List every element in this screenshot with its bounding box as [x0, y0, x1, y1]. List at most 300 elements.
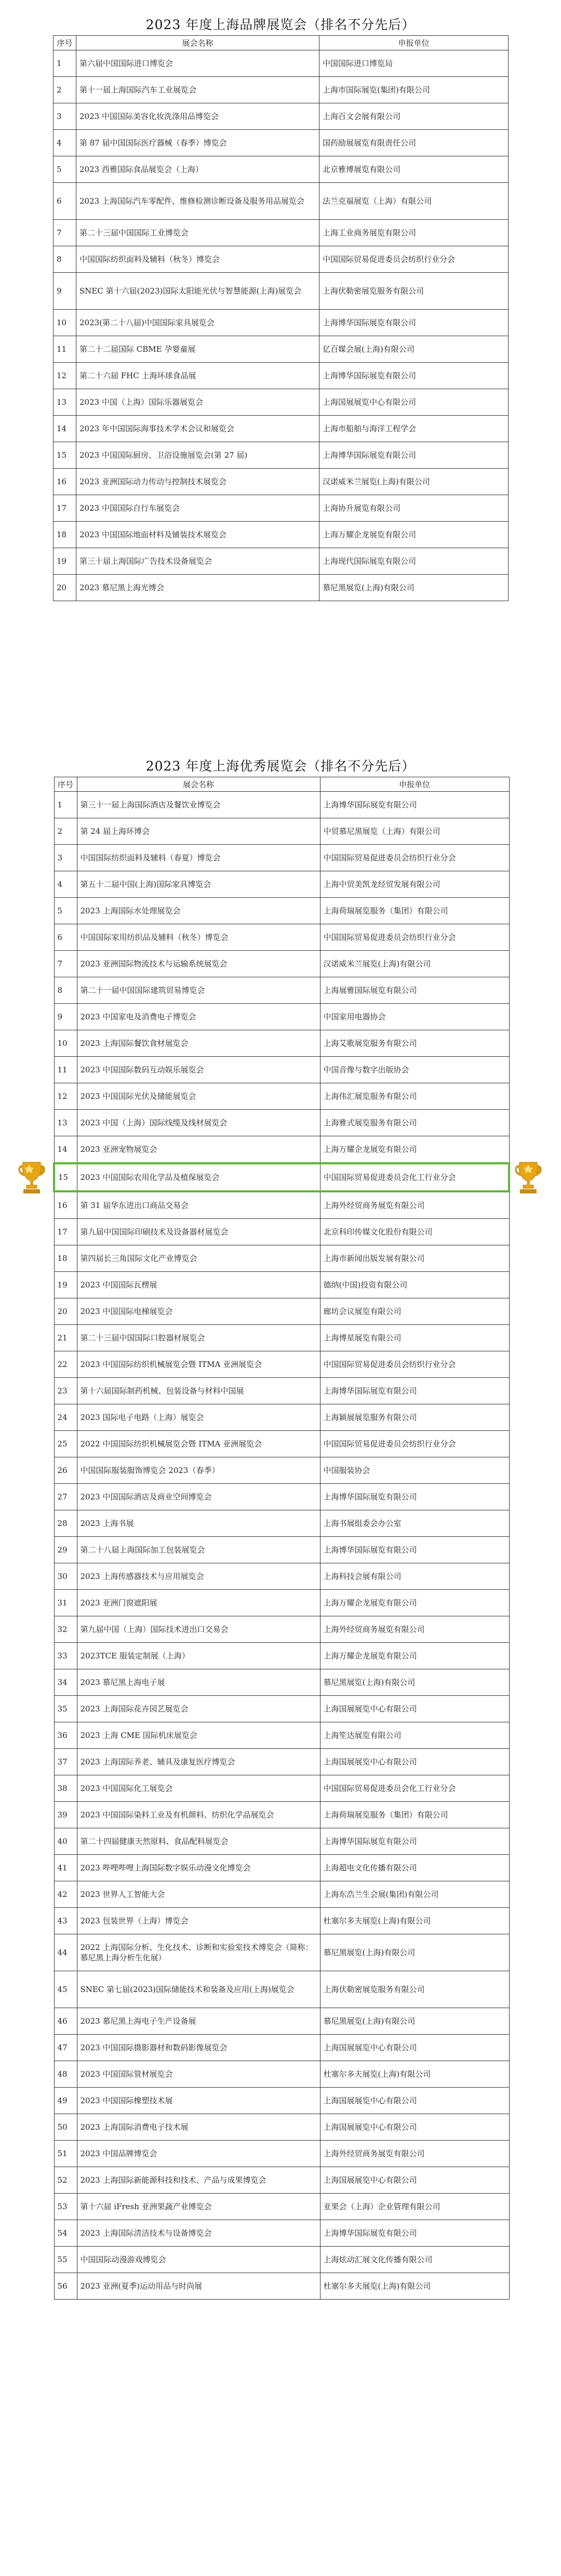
- organizer-name: 上海市新闻出版发展有限公司: [320, 1245, 509, 1272]
- row-number: 29: [54, 1537, 77, 1563]
- organizer-name: 上海博星展览有限公司: [320, 1325, 509, 1351]
- table-row: [54, 2035, 509, 2061]
- row-number: 18: [54, 1245, 77, 1272]
- exhibition-name: 第九届中国（上海）国际技术进出口交易会: [77, 1616, 320, 1643]
- exhibition-name: 2022 中国国际纺织机械展览会暨 ITMA 亚洲展览会: [77, 1431, 320, 1457]
- exhibition-name: 2023 中国国际瓦楞展: [77, 1272, 320, 1298]
- table-row: [54, 1669, 509, 1696]
- table-row: [54, 792, 509, 818]
- row-number: 44: [54, 1934, 77, 1971]
- header-no: 序号: [54, 36, 76, 50]
- table-row: [54, 522, 509, 548]
- organizer-name: 上海伏勒密展览服务有限公司: [319, 273, 509, 310]
- row-number: 28: [54, 1510, 77, 1537]
- row-number: 38: [54, 1775, 77, 1802]
- exhibition-name: 2023 亚洲(夏季)运动用品与时尚展: [77, 2273, 320, 2300]
- organizer-name: 上海国展展览中心有限公司: [320, 2035, 509, 2061]
- table-row: [54, 2141, 509, 2167]
- row-number: 12: [54, 1083, 77, 1110]
- row-number: 52: [54, 2167, 77, 2194]
- organizer-name: 上海博华国际展览有限公司: [319, 442, 509, 469]
- row-number: 42: [54, 1881, 77, 1908]
- row-number: 48: [54, 2061, 77, 2088]
- exhibition-name: 中国国际服装服饰博览会 2023（春季）: [77, 1457, 320, 1484]
- organizer-name: 上海博华国际展览有限公司: [320, 1537, 509, 1563]
- excellent-title: 2023 年度上海优秀展览会（排名不分先后）: [145, 759, 416, 774]
- exhibition-name: 2023 亚洲国际物流技术与运输系统展览会: [77, 951, 320, 977]
- organizer-name: 杜塞尔多夫展览(上海)有限公司: [320, 2273, 509, 2300]
- table-row: [54, 363, 509, 389]
- exhibition-name: 2023 年中国国际海事技术学术会议和展览会: [76, 416, 319, 442]
- exhibition-name: 2023 中国国际自行车展览会: [76, 495, 319, 522]
- organizer-name: 上海协升展览有限公司: [319, 495, 509, 522]
- organizer-name: 上海国展展览中心有限公司: [320, 1749, 509, 1775]
- table-row: [54, 1563, 509, 1590]
- table-row: [54, 2061, 509, 2088]
- organizer-name: 中贸慕尼黑展览（上海）有限公司: [320, 818, 509, 845]
- organizer-name: 上海外经贸商务展览有限公司: [320, 1616, 509, 1643]
- organizer-name: 上海书展组委会办公室: [320, 1510, 509, 1537]
- row-number: 9: [54, 1004, 77, 1030]
- row-number: 8: [54, 977, 77, 1004]
- table-row: [54, 1136, 509, 1164]
- row-number: 46: [54, 2008, 77, 2035]
- table-row: [54, 951, 509, 977]
- organizer-name: 上海中贸美凯龙经贸发展有限公司: [320, 871, 509, 898]
- exhibition-name: 2023 中国国际橡塑技术展: [77, 2088, 320, 2114]
- exhibition-name: 2023 亚洲宠物展览会: [77, 1136, 320, 1164]
- exhibition-name: 2023 中国国际地面材料及铺装技术展览会: [76, 522, 319, 548]
- table-row: [54, 103, 509, 130]
- organizer-name: 上海现代国际展览有限公司: [319, 548, 509, 575]
- exhibition-name: 第二十四届健康天然原料、食品配料展览会: [77, 1828, 320, 1855]
- row-number: 45: [54, 1971, 77, 2008]
- organizer-name: 上海伏勒密展览服务有限公司: [320, 1971, 509, 2008]
- exhibition-name: 2023 上海传感器技术与应用展览会: [77, 1563, 320, 1590]
- trophy-icon: [18, 1159, 46, 1196]
- table-row: [54, 246, 509, 273]
- exhibition-name: 第六届中国国际进口博览会: [76, 50, 319, 77]
- row-number: 17: [54, 1219, 77, 1245]
- organizer-name: 上海外经贸商务展览有限公司: [320, 2141, 509, 2167]
- table-row: [54, 1775, 509, 1802]
- organizer-name: 上海东浩兰生会展(集团)有限公司: [320, 1881, 509, 1908]
- organizer-name: 中国国际贸易促进委员会化工行业分会: [320, 1775, 509, 1802]
- row-number: 32: [54, 1616, 77, 1643]
- table-row: [54, 1191, 509, 1219]
- exhibition-name: 2022 上海国际分析、生化技术、诊断和实验室技术博览会（简称：慕尼黑上海分析生化展）: [77, 1934, 320, 1971]
- row-number: 51: [54, 2141, 77, 2167]
- organizer-name: 上海博华国际展览有限公司: [320, 1378, 509, 1404]
- exhibition-name: 2023 世界人工智能大会: [77, 1881, 320, 1908]
- header-name: 展会名称: [77, 777, 320, 792]
- table-row: [54, 310, 509, 336]
- row-number: 50: [54, 2114, 77, 2141]
- table-row: [54, 1510, 509, 1537]
- table-row: [54, 77, 509, 103]
- row-number: 23: [54, 1378, 77, 1404]
- organizer-name: 中国服装协会: [320, 1457, 509, 1484]
- organizer-name: 中国国际贸易促进委员会纺织行业分会: [319, 246, 509, 273]
- row-number: 2: [54, 77, 76, 103]
- organizer-name: 上海市船舶与海洋工程学会: [319, 416, 509, 442]
- exhibition-name: 2023 慕尼黑上海光博会: [76, 575, 319, 601]
- organizer-name: 廊坊会议展览有限公司: [320, 1298, 509, 1325]
- organizer-name: 德纳(中国)投资有限公司: [320, 1272, 509, 1298]
- exhibition-name: 第二十二届国际 CBME 孕婴童展: [76, 336, 319, 363]
- exhibition-name: 2023 中国国际染料工业及有机颜料、纺织化学品展览会: [77, 1802, 320, 1828]
- organizer-name: 上海科技会展有限公司: [320, 1563, 509, 1590]
- exhibition-name: 第四届长三角国际文化产业博览会: [77, 1245, 320, 1272]
- table-row: [54, 1484, 509, 1510]
- row-number: 49: [54, 2088, 77, 2114]
- row-number: 24: [54, 1404, 77, 1431]
- table-row: [54, 1163, 509, 1191]
- exhibition-name: 2023 上海国际水处理展览会: [77, 898, 320, 924]
- organizer-name: 中国国际进口博览局: [319, 50, 509, 77]
- table-row: [54, 220, 509, 246]
- table-row: [54, 1537, 509, 1563]
- exhibition-name: 中国国际动漫游戏博览会: [77, 2247, 320, 2273]
- table-row: [54, 1431, 509, 1457]
- row-number: 7: [54, 951, 77, 977]
- organizer-name: 中国国际贸易促进委员会化工行业分会: [320, 1163, 509, 1191]
- organizer-name: 上海博华国际展览有限公司: [320, 1828, 509, 1855]
- exhibition-name: SNEC 第七届(2023)国际储能技术和装备及应用(上海)展览会: [77, 1971, 320, 2008]
- organizer-name: 慕尼黑展览(上海)有限公司: [319, 575, 509, 601]
- row-number: 11: [54, 1057, 77, 1083]
- exhibition-name: 2023 中国国际美容化妆洗涤用品博览会: [76, 103, 319, 130]
- row-number: 5: [54, 156, 76, 183]
- row-number: 16: [54, 469, 76, 495]
- table-row: [54, 1351, 509, 1378]
- row-number: 18: [54, 522, 76, 548]
- table-row: [54, 1881, 509, 1908]
- row-number: 16: [54, 1191, 77, 1219]
- table-row: [54, 818, 509, 845]
- row-number: 3: [54, 103, 76, 130]
- row-number: 21: [54, 1325, 77, 1351]
- table-row: [54, 1030, 509, 1057]
- row-number: 2: [54, 818, 77, 845]
- organizer-name: 杜塞尔多夫展览(上海)有限公司: [320, 1908, 509, 1934]
- row-number: 3: [54, 845, 77, 871]
- row-number: 13: [54, 389, 76, 416]
- table-row: [54, 977, 509, 1004]
- table-row: [54, 2194, 509, 2220]
- organizer-name: 上海博华国际展览有限公司: [319, 363, 509, 389]
- exhibition-name: 中国国际纺织面料及辅料（春夏）博览会: [77, 845, 320, 871]
- organizer-name: 上海颖展展览服务有限公司: [320, 1404, 509, 1431]
- table-row: [54, 1855, 509, 1881]
- table-row: [54, 273, 509, 310]
- organizer-name: 上海展雅国际展览有限公司: [320, 977, 509, 1004]
- table-row: [54, 156, 509, 183]
- exhibition-name: 2023 中国（上海）国际线缆及线材展览会: [77, 1110, 320, 1136]
- row-number: 55: [54, 2247, 77, 2273]
- row-number: 40: [54, 1828, 77, 1855]
- organizer-name: 法兰克福展览（上海）有限公司: [319, 183, 509, 220]
- row-number: 13: [54, 1110, 77, 1136]
- row-number: 4: [54, 130, 76, 156]
- organizer-name: 上海万耀企龙展览有限公司: [320, 1643, 509, 1669]
- organizer-name: 上海荷瑞展览服务（集团）有限公司: [320, 1802, 509, 1828]
- organizer-name: 上海博华国际展览有限公司: [320, 1484, 509, 1510]
- exhibition-name: 2023 西雅国际食品展览会（上海）: [76, 156, 319, 183]
- exhibition-name: 2023 上海国际汽车零配件、维修检测诊断设备及服务用品展览会: [76, 183, 319, 220]
- exhibition-name: 2023 中国国际农用化学品及植保展览会: [77, 1163, 320, 1191]
- organizer-name: 慕尼黑展览(上海)有限公司: [320, 1669, 509, 1696]
- exhibition-name: 2023 中国国际摄影器材和数码影像展览会: [77, 2035, 320, 2061]
- organizer-name: 上海荷瑞展览服务（集团）有限公司: [320, 898, 509, 924]
- table-row: [54, 575, 509, 601]
- organizer-name: 上海万耀企龙展览有限公司: [320, 1590, 509, 1616]
- exhibition-name: 第二十三届中国国际工业博览会: [76, 220, 319, 246]
- table-row: [54, 1272, 509, 1298]
- row-number: 56: [54, 2273, 77, 2300]
- table-row: [54, 336, 509, 363]
- row-number: 37: [54, 1749, 77, 1775]
- organizer-name: 上海百文会展有限公司: [319, 103, 509, 130]
- exhibition-name: 2023TCE 服装定制展（上海）: [77, 1643, 320, 1669]
- row-number: 17: [54, 495, 76, 522]
- row-number: 33: [54, 1643, 77, 1669]
- exhibition-name: 第二十三届中国国际口腔器材展览会: [77, 1325, 320, 1351]
- row-number: 14: [54, 1136, 77, 1164]
- exhibition-name: 中国国际纺织面料及辅料（秋冬）博览会: [76, 246, 319, 273]
- row-number: 14: [54, 416, 76, 442]
- table-row: [54, 898, 509, 924]
- row-number: 1: [54, 50, 76, 77]
- row-number: 15: [54, 442, 76, 469]
- exhibition-name: 2023 中国国际纺织机械展览会暨 ITMA 亚洲展览会: [77, 1351, 320, 1378]
- organizer-name: 中国家用电器协会: [320, 1004, 509, 1030]
- table-row: [54, 1378, 509, 1404]
- exhibition-name: 2023 中国国际化工展览会: [77, 1775, 320, 1802]
- table-row: [54, 130, 509, 156]
- row-number: 22: [54, 1351, 77, 1378]
- table-row: [54, 389, 509, 416]
- row-number: 15: [54, 1163, 77, 1191]
- row-number: 20: [54, 1298, 77, 1325]
- organizer-name: 上海雅式展览服务有限公司: [320, 1110, 509, 1136]
- organizer-name: 北京科印传媒文化股份有限公司: [320, 1219, 509, 1245]
- table-row: [54, 1971, 509, 2008]
- table-row: [54, 871, 509, 898]
- exhibition-name: 2023 亚洲国际动力传动与控制技术展览会: [76, 469, 319, 495]
- organizer-name: 上海艾歌展览服务有限公司: [320, 1030, 509, 1057]
- header-org: 申报单位: [320, 777, 509, 792]
- table-row: [54, 1934, 509, 1971]
- table-row: [54, 1696, 509, 1722]
- exhibition-name: 2023 国际电子电路（上海）展览会: [77, 1404, 320, 1431]
- exhibition-name: 第二十一届中国国际建筑贸易博览会: [77, 977, 320, 1004]
- header-no: 序号: [54, 777, 77, 792]
- trophy-icon: [514, 1159, 542, 1196]
- table-row: [54, 442, 509, 469]
- row-number: 4: [54, 871, 77, 898]
- row-number: 39: [54, 1802, 77, 1828]
- row-number: 9: [54, 273, 76, 310]
- row-number: 8: [54, 246, 76, 273]
- row-number: 47: [54, 2035, 77, 2061]
- table-row: [54, 1457, 509, 1484]
- table-row: [54, 469, 509, 495]
- exhibition-name: 2023 包装世界（上海）博览会: [77, 1908, 320, 1934]
- table-row: [54, 416, 509, 442]
- exhibition-name: 2023 中国品牌博览会: [77, 2141, 320, 2167]
- organizer-name: 上海外经贸商务展览有限公司: [320, 1191, 509, 1219]
- table-row: [54, 495, 509, 522]
- table-row: [54, 1083, 509, 1110]
- exhibition-name: 2023 慕尼黑上海电子生产设备展: [77, 2008, 320, 2035]
- row-number: 36: [54, 1722, 77, 1749]
- exhibition-name: 2023 上海国际养老、辅具及康复医疗博览会: [77, 1749, 320, 1775]
- excellent-table: [53, 777, 510, 2300]
- table-row: [54, 1298, 509, 1325]
- row-number: 54: [54, 2220, 77, 2247]
- organizer-name: 上海国展展览中心有限公司: [320, 2088, 509, 2114]
- table-row: [54, 924, 509, 951]
- exhibition-name: 2023 上海国际消费电子技术展: [77, 2114, 320, 2141]
- table-row: [54, 1404, 509, 1431]
- row-number: 43: [54, 1908, 77, 1934]
- exhibition-name: 第二十六届 FHC 上海环球食品展: [76, 363, 319, 389]
- table-row: [54, 2220, 509, 2247]
- header-org: 申报单位: [319, 36, 509, 50]
- exhibition-name: 第 87 届中国国际医疗器械（春季）博览会: [76, 130, 319, 156]
- exhibition-name: 2023 上海 CME 国际机床展览会: [77, 1722, 320, 1749]
- exhibition-name: 第 31 届华东进出口商品交易会: [77, 1191, 320, 1219]
- organizer-name: 亚果会（上海）企业管理有限公司: [320, 2194, 509, 2220]
- organizer-name: 杜塞尔多夫展览(上海)有限公司: [320, 2061, 509, 2088]
- table-row: [54, 845, 509, 871]
- row-number: 30: [54, 1563, 77, 1590]
- exhibition-name: 2023 中国国际光伏及储能展览会: [77, 1083, 320, 1110]
- table-row: [54, 1749, 509, 1775]
- exhibition-name: 2023 上海国际清洁技术与设备博览会: [77, 2220, 320, 2247]
- organizer-name: 上海博华国际展览有限公司: [319, 310, 509, 336]
- table-row: [54, 1828, 509, 1855]
- organizer-name: 上海炫动汇展文化传播有限公司: [320, 2247, 509, 2273]
- exhibition-name: 第五十二届中国(上海)国际家具博览会: [77, 871, 320, 898]
- row-number: 6: [54, 183, 76, 220]
- organizer-name: 中国国际贸易促进委员会纺织行业分会: [320, 845, 509, 871]
- exhibition-name: 2023 中国国际厨房、卫浴设施展览会(第 27 届): [76, 442, 319, 469]
- table-row: [54, 1057, 509, 1083]
- table-row: [54, 1802, 509, 1828]
- exhibition-name: 第三十一届上海国际酒店及餐饮业博览会: [77, 792, 320, 818]
- exhibition-name: 第十六届国际制药机械、包装设备与材料中国展: [77, 1378, 320, 1404]
- organizer-name: 国药励展展览有限责任公司: [319, 130, 509, 156]
- row-number: 19: [54, 548, 76, 575]
- table-row: [54, 548, 509, 575]
- header-name: 展会名称: [76, 36, 319, 50]
- row-number: 7: [54, 220, 76, 246]
- row-number: 34: [54, 1669, 77, 1696]
- table-row: [54, 1908, 509, 1934]
- row-number: 12: [54, 363, 76, 389]
- organizer-name: 上海国展展览中心有限公司: [320, 2167, 509, 2194]
- row-number: 25: [54, 1431, 77, 1457]
- row-number: 53: [54, 2194, 77, 2220]
- row-number: 41: [54, 1855, 77, 1881]
- row-number: 10: [54, 310, 76, 336]
- row-number: 11: [54, 336, 76, 363]
- organizer-name: 上海博华国际展览有限公司: [320, 2220, 509, 2247]
- table-row: [54, 1643, 509, 1669]
- organizer-name: 中国国际贸易促进委员会纺织行业分会: [320, 1431, 509, 1457]
- organizer-name: 中国国际贸易促进委员会纺织行业分会: [320, 1351, 509, 1378]
- row-number: 20: [54, 575, 76, 601]
- row-number: 35: [54, 1696, 77, 1722]
- exhibition-name: 2023 中国家电及消费电子博览会: [77, 1004, 320, 1030]
- exhibition-name: 第十六届 iFresh 亚洲果蔬产业博览会: [77, 2194, 320, 2220]
- brand-title: 2023 年度上海品牌展览会（排名不分先后）: [145, 17, 416, 32]
- table-row: [54, 2167, 509, 2194]
- row-number: 27: [54, 1484, 77, 1510]
- table-row: [54, 1590, 509, 1616]
- brand-table: [53, 35, 509, 601]
- organizer-name: 上海笙达展览有限公司: [320, 1722, 509, 1749]
- organizer-name: 上海博华国际展览有限公司: [320, 792, 509, 818]
- row-number: 31: [54, 1590, 77, 1616]
- organizer-name: 汉诺威米兰展览(上海)有限公司: [320, 951, 509, 977]
- table-row: [54, 2114, 509, 2141]
- table-row: [54, 183, 509, 220]
- exhibition-name: 第三十届上海国际广告技术设备展览会: [76, 548, 319, 575]
- exhibition-name: SNEC 第十六届(2023)国际太阳能光伏与智慧能源(上海)展览会: [76, 273, 319, 310]
- row-number: 1: [54, 792, 77, 818]
- table-row: [54, 1722, 509, 1749]
- table-row: [54, 1325, 509, 1351]
- table-row: [54, 2088, 509, 2114]
- table-row: [54, 1245, 509, 1272]
- organizer-name: 北京雅博展览有限公司: [319, 156, 509, 183]
- exhibition-name: 2023 慕尼黑上海电子展: [77, 1669, 320, 1696]
- exhibition-name: 2023 上海国际花卉园艺展览会: [77, 1696, 320, 1722]
- exhibition-name: 2023(第二十八届)中国国际家具展览会: [76, 310, 319, 336]
- table-row: [54, 1110, 509, 1136]
- organizer-name: 上海万耀企龙展览有限公司: [320, 1136, 509, 1164]
- table-row: [54, 2273, 509, 2300]
- exhibition-name: 2023 上海国际新能源科技和技术、产品与成果博览会: [77, 2167, 320, 2194]
- table-row: [54, 1004, 509, 1030]
- organizer-name: 上海伟汇展览服务有限公司: [320, 1083, 509, 1110]
- row-number: 6: [54, 924, 77, 951]
- exhibition-name: 2023 中国国际酒店及商业空间博览会: [77, 1484, 320, 1510]
- exhibition-name: 中国国际家用纺织品及辅料（秋冬）博览会: [77, 924, 320, 951]
- exhibition-name: 2023 中国国际数码互动娱乐展览会: [77, 1057, 320, 1083]
- exhibition-name: 2023 上海国际餐饮食材展览会: [77, 1030, 320, 1057]
- organizer-name: 上海超电文化传播有限公司: [320, 1855, 509, 1881]
- organizer-name: 上海市国际展览(集团)有限公司: [319, 77, 509, 103]
- organizer-name: 上海工业商务展览有限公司: [319, 220, 509, 246]
- organizer-name: 慕尼黑展览(上海)有限公司: [320, 1934, 509, 1971]
- table-row: [54, 50, 509, 77]
- table-row: [54, 1219, 509, 1245]
- exhibition-name: 第九届中国国际印刷技术及设备器材展览会: [77, 1219, 320, 1245]
- row-number: 19: [54, 1272, 77, 1298]
- organizer-name: 上海国展展览中心有限公司: [320, 1696, 509, 1722]
- exhibition-name: 第二十八届上海国际加工包装展览会: [77, 1537, 320, 1563]
- exhibition-name: 2023 中国国际管材展览会: [77, 2061, 320, 2088]
- exhibition-name: 2023 上海书展: [77, 1510, 320, 1537]
- organizer-name: 汉诺威米兰展览(上海)有限公司: [319, 469, 509, 495]
- table-row: [54, 2008, 509, 2035]
- row-number: 10: [54, 1030, 77, 1057]
- organizer-name: 上海国展展览中心有限公司: [320, 2114, 509, 2141]
